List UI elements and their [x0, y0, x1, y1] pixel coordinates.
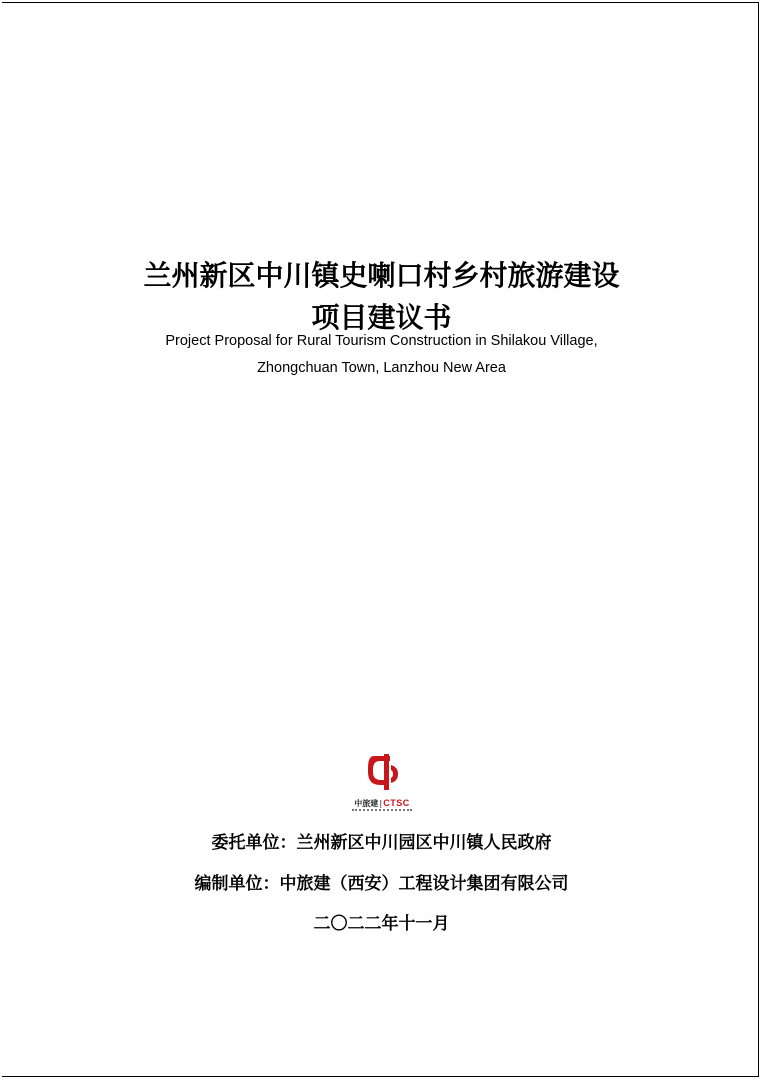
document-date: 二〇二二年十一月 — [313, 914, 450, 934]
ctsc-logo-icon — [360, 750, 404, 794]
logo-text-english: CTSC — [383, 798, 410, 808]
document-title-line-2: 项目建议书 — [311, 301, 452, 334]
compiler-unit: 编制单位：中旅建（西安）工程设计集团有限公司 — [194, 874, 569, 894]
english-subtitle-line-1: Project Proposal for Rural Tourism Construction in Shilakou Village, — [165, 333, 598, 349]
company-logo: 中旅建 | CTSC — [352, 750, 412, 820]
client-unit: 委托单位：兰州新区中川园区中川镇人民政府 — [211, 833, 552, 853]
document-title-line-1: 兰州新区中川镇史喇口村乡村旅游建设 — [143, 259, 620, 292]
logo-text-chinese: 中旅建 — [354, 798, 379, 808]
logo-tagline-small-print — [352, 809, 412, 815]
english-subtitle-line-2: Zhongchuan Town, Lanzhou New Area — [257, 360, 506, 376]
